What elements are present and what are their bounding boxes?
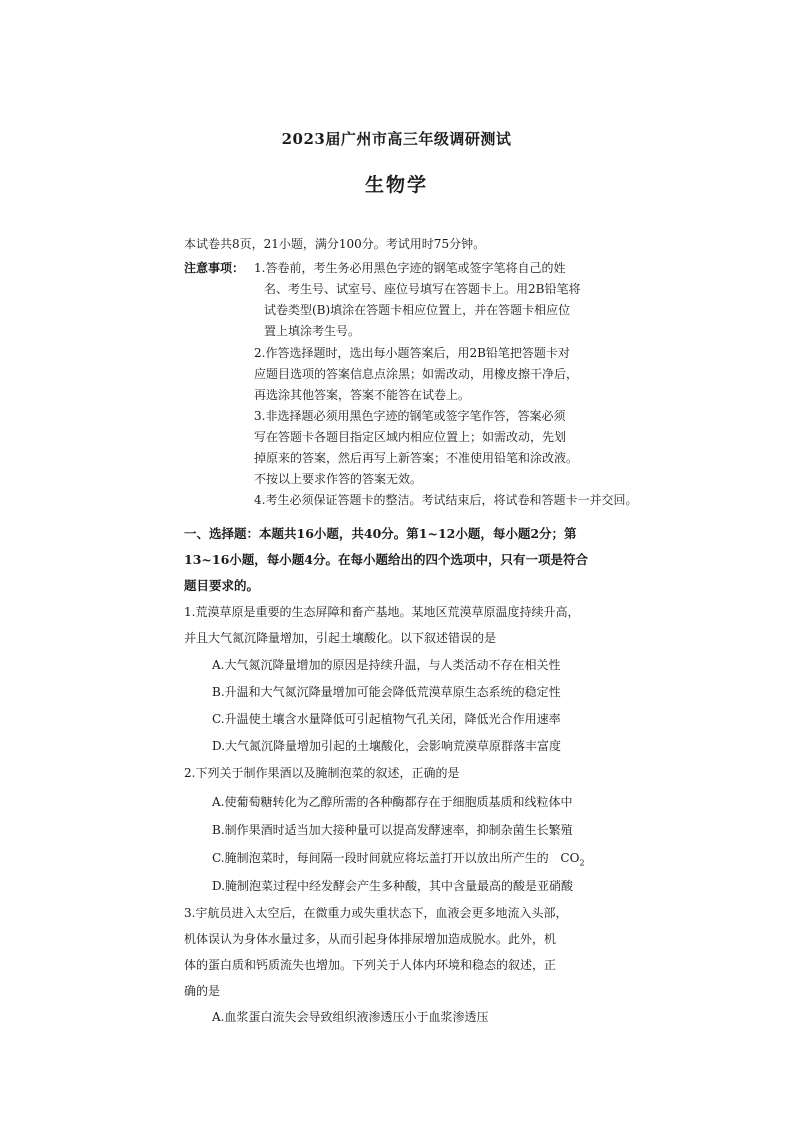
option-d: D.大气氮沉降量增加引起的土壤酸化，会影响荒漠草原群落丰富度 bbox=[212, 739, 562, 753]
co2-formula: $CO_2$ bbox=[560, 851, 585, 868]
option-c: C.升温使土壤含水量降低可引起植物气孔关闭，降低光合作用速率 bbox=[212, 712, 561, 726]
notice-label: 注意事项： bbox=[184, 261, 245, 275]
option-d: D.腌制泡菜过程中经发酵会产生多种酸，其中含量最高的酸是亚硝酸 bbox=[212, 879, 574, 893]
option-c-text: C.腌制泡菜时，每间隔一段时间就应将坛盖打开以放出所产生的 bbox=[212, 851, 549, 865]
section-heading: 一、选择题：本题共16小题，共40分。第1~12小题，每小题2分；第 bbox=[184, 526, 577, 541]
question-stem: 并且大气氮沉降量增加，引起土壤酸化。以下叙述错误的是 bbox=[184, 631, 497, 645]
notice-line: 应题目选项的答案信息点涂黑；如需改动，用橡皮擦干净后， bbox=[254, 367, 579, 381]
notice-line: 写在答题卡各题目指定区域内相应位置上；如需改动，先划 bbox=[254, 430, 567, 444]
section-heading: 题目要求的。 bbox=[184, 578, 260, 593]
question-stem: 确的是 bbox=[184, 984, 221, 998]
section-heading: 13~16小题，每小题4分。在每小题给出的四个选项中，只有一项是符合 bbox=[184, 552, 588, 567]
option-a: A.使葡萄糖转化为乙醇所需的各种酶都存在于细胞质基质和线粒体中 bbox=[212, 795, 573, 809]
option-a: A.血浆蛋白流失会导致组织液渗透压小于血浆渗透压 bbox=[212, 1010, 489, 1024]
question-stem: 1.荒漠草原是重要的生态屏障和畜产基地。某地区荒漠草原温度持续升高， bbox=[184, 605, 580, 619]
notice-line: 再选涂其他答案，答案不能答在试卷上。 bbox=[254, 388, 471, 402]
notice-line: 试卷类型(B)填涂在答题卡相应位置上，并在答题卡相应位 bbox=[264, 303, 571, 317]
notice-line: 名、考生号、试室号、座位号填写在答题卡上。用2B铅笔将 bbox=[264, 282, 581, 296]
question-stem: 体的蛋白质和钙质流失也增加。下列关于人体内环境和稳态的叙述，正 bbox=[184, 958, 557, 972]
subject-title: 生物学 bbox=[364, 174, 428, 196]
notice-line: 4.考生必须保证答题卡的整洁。考试结束后，将试卷和答题卡一并交回。 bbox=[254, 493, 638, 507]
exam-title: 2023届广州市高三年级调研测试 bbox=[281, 130, 512, 148]
notice-line: 3.非选择题必须用黑色字迹的钢笔或签字笔作答，答案必须 bbox=[254, 409, 566, 423]
notice-line: 掉原来的答案，然后再写上新答案；不准使用铅笔和涂改液。 bbox=[254, 451, 579, 465]
question-stem: 3.宇航员进入太空后，在微重力或失重状态下，血液会更多地流入头部， bbox=[184, 906, 568, 920]
option-b: B.制作果酒时适当加大接种量可以提高发酵速率，抑制杂菌生长繁殖 bbox=[212, 823, 573, 837]
notice-line: 1.答卷前，考生务必用黑色字迹的钢笔或签字笔将自己的姓 bbox=[254, 261, 566, 275]
notice-line: 置上填涂考生号。 bbox=[264, 324, 361, 338]
notice-line: 不按以上要求作答的答案无效。 bbox=[254, 472, 423, 486]
option-c bbox=[212, 850, 585, 871]
question-stem: 2.下列关于制作果酒以及腌制泡菜的叙述，正确的是 bbox=[184, 766, 460, 780]
option-b: B.升温和大气氮沉降量增加可能会降低荒漠草原生态系统的稳定性 bbox=[212, 685, 561, 699]
option-a: A.大气氮沉降量增加的原因是持续升温，与人类活动不存在相关性 bbox=[212, 658, 561, 672]
notice-line: 2.作答选择题时，选出每小题答案后，用2B铅笔把答题卡对 bbox=[254, 346, 570, 360]
question-stem: 机体误认为身体水量过多，从而引起身体排尿增加造成脱水。此外，机 bbox=[184, 932, 557, 946]
intro-text: 本试卷共8页，21小题，满分100分。考试用时75分钟。 bbox=[184, 237, 486, 251]
